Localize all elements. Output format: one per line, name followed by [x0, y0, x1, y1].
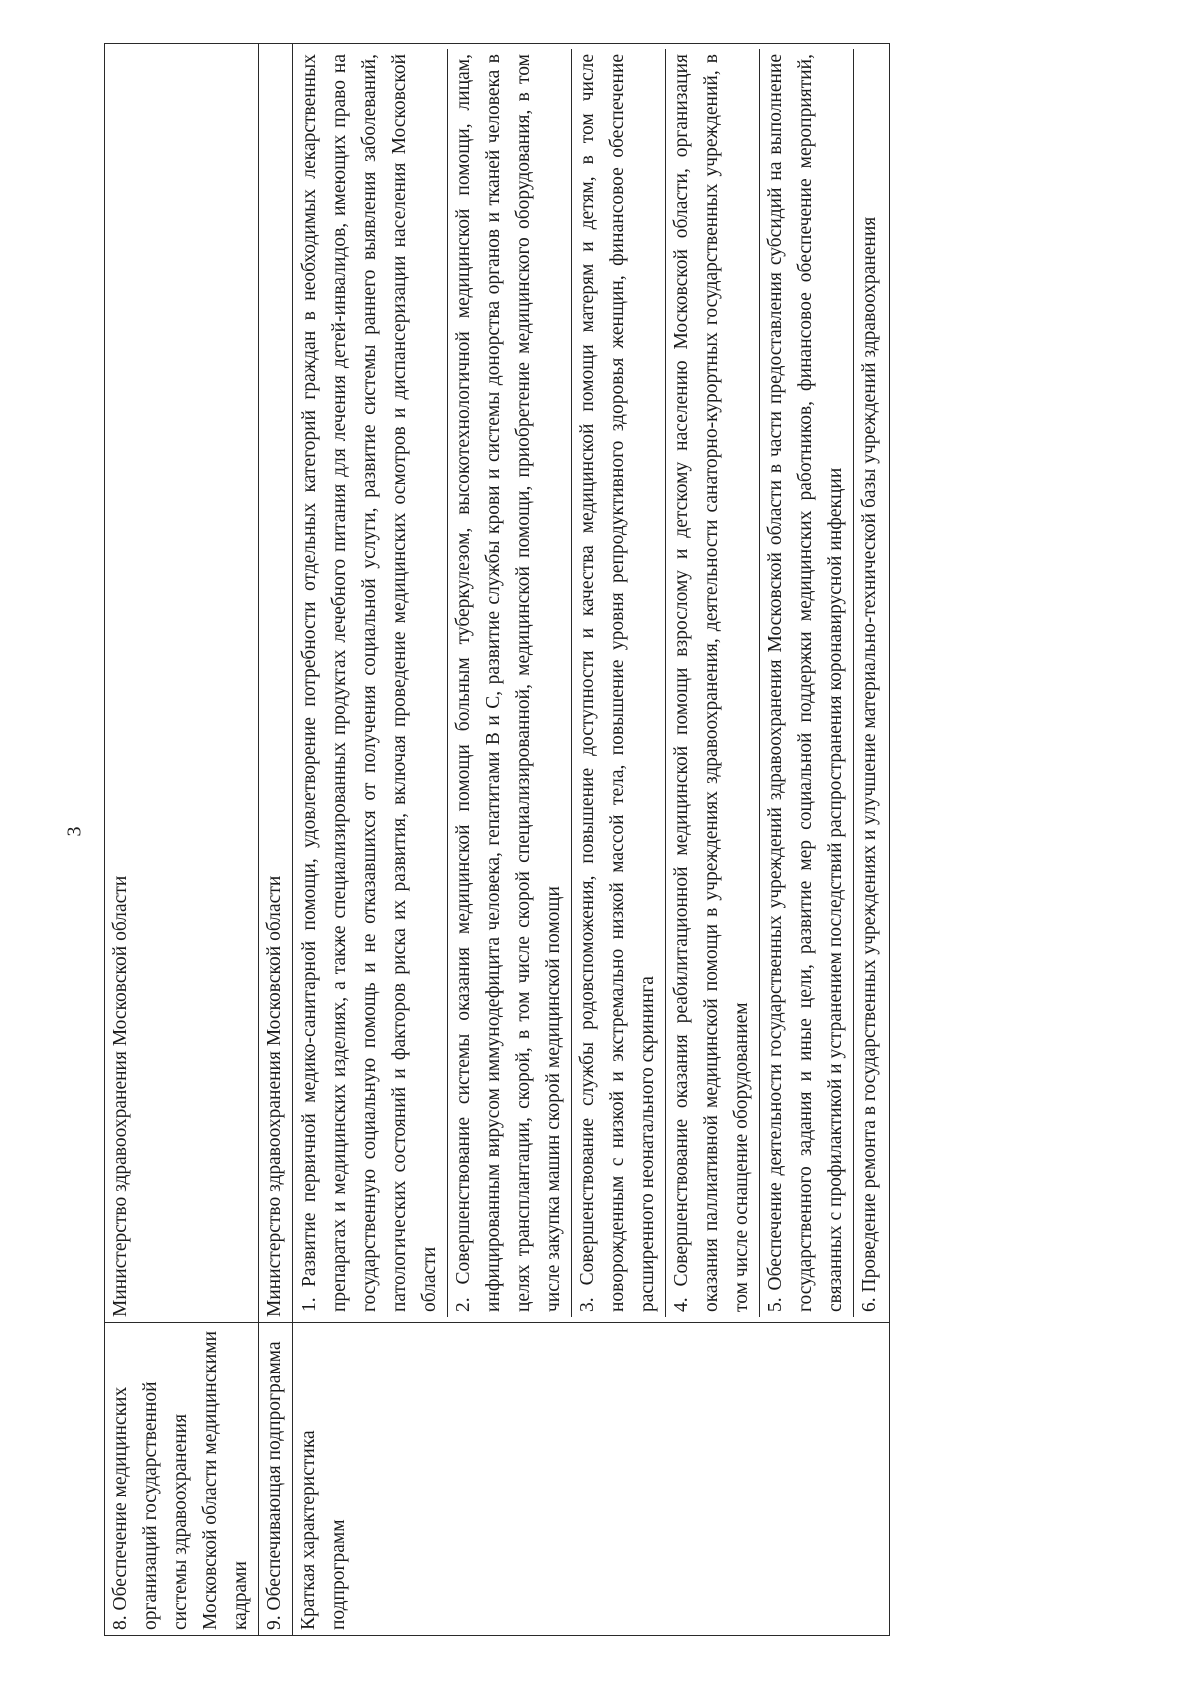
list-item: 1. Развитие первичной медико-санитарной помощи, удовлетворение потребности отдельных категорий граждан в необходимых лекарственных препаратах и медицинских изделиях, а также специализированных продуктах лечебного питания для лечения детей-инвалидов, имеющих право на государственную социальную помощь и не отказавшихся от получения социальной услуги, развитие системы раннего выявления заболеваний, патологических состояний и факторов риска их развития, включая проведение медицинских осмотров и диспансеризации населения Московской области	[299, 54, 440, 1312]
document-body	[104, 56, 1104, 1636]
row-value-support-subprogram: Министерство здравоохранения Московской области	[259, 44, 293, 1323]
list-item: 3. Совершенствование службы родовспоможения, повышение доступности и качества медицинской помощи матерям и детям, в том числе новорожденным с низкой и экстремально низкой массой тела, повышение уровня репродуктивного здоровья женщин, финансовое обеспечение расширенного неонатального скрининга	[571, 49, 665, 1317]
table-row	[293, 44, 890, 1636]
page-number: 3	[63, 826, 86, 837]
list-item: 4. Совершенствование оказания реабилитационной медицинской помощи взрослому и детскому населению Московской области, организация оказания паллиативной медицинской помощи в учреждениях здравоохранения, деятельности санаторно-курортных государственных учреждений, в том числе оснащение оборудованием	[665, 49, 759, 1317]
program-table	[104, 43, 890, 1636]
table-row	[105, 44, 259, 1636]
list-item: 2. Совершенствование системы оказания медицинской помощи больным туберкулезом, высокотехнологичной медицинской помощи, лицам, инфицированным вирусом иммунодефицита человека, гепатитами B и C, развитие службы крови и системы донорства органов и тканей человека в целях трансплантации, скорой, в том числе скорой специализированной, медицинской помощи, приобретение медицинского оборудования, в том числе закупка машин скорой медицинской помощи	[447, 49, 571, 1317]
characteristics-list	[293, 44, 890, 1323]
row-label-characteristics: Краткая характеристика подпрограмм	[293, 1323, 890, 1636]
row-label-medical-staff: 8. Обеспечение медицинских организаций государственной системы здравоохранения Московской области медицинскими кадрами	[105, 1323, 259, 1636]
list-item: 6. Проведение ремонта в государственных учреждениях и улучшение материально-технической базы учреждений здравоохранения	[853, 49, 887, 1317]
table-row	[259, 44, 293, 1636]
row-label-support-subprogram: 9. Обеспечивающая подпрограмма	[259, 1323, 293, 1636]
list-item: 5. Обеспечение деятельности государственных учреждений здравоохранения Московской области в части предоставления субсидий на выполнение государственного задания и иные цели, развитие мер социальной поддержки медицинских работников, финансовое обеспечение мероприятий, связанных с профилактикой и устранением последствий распространения коронавирусной инфекции	[759, 49, 853, 1317]
row-value-medical-staff: Министерство здравоохранения Московской области	[105, 44, 259, 1323]
